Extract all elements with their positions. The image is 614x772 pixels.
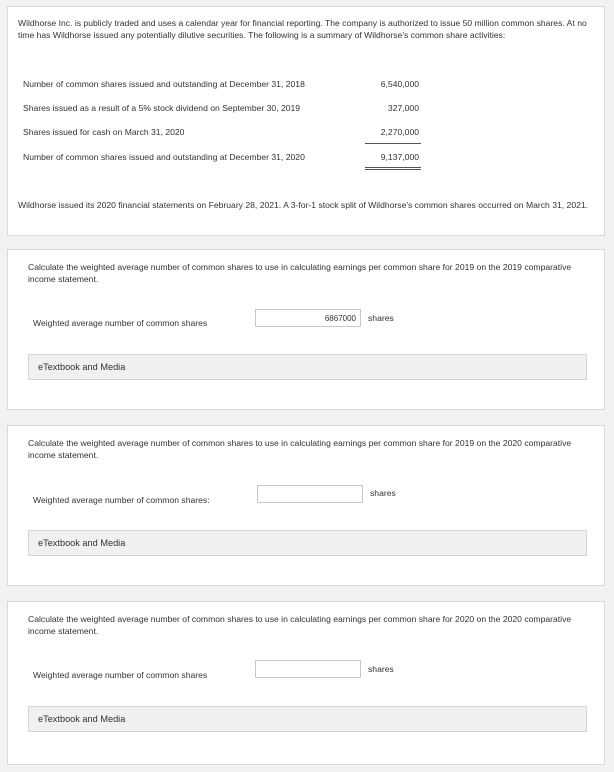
table-row xyxy=(23,150,421,164)
intro-panel xyxy=(7,6,605,236)
question-panel-1 xyxy=(7,249,605,410)
row-label: Number of common shares issued and outstanding at December 31, 2018 xyxy=(23,79,305,89)
weighted-average-input-1[interactable] xyxy=(255,309,361,327)
row-value: 2,270,000 xyxy=(380,127,419,137)
question-panel-2 xyxy=(7,425,605,586)
intro-note: Wildhorse issued its 2020 financial statements on February 28, 2021. A 3-for-1 stock split of Wildhorse's common shares occurred on March 31, 2021. xyxy=(18,200,589,210)
row-value: 9,137,000 xyxy=(380,152,419,162)
etextbook-media-button-1[interactable]: eTextbook and Media xyxy=(28,354,587,380)
row-value: 6,540,000 xyxy=(380,79,419,89)
row-label: Number of common shares issued and outstanding at December 31, 2020 xyxy=(23,152,305,162)
question-text: Calculate the weighted average number of common shares to use in calculating earnings per common share for 2019 on the 2019 comparative income statement. xyxy=(28,262,572,285)
table-row xyxy=(23,77,421,91)
question-panel-3 xyxy=(7,601,605,765)
unit-label: shares xyxy=(368,313,394,323)
intro-paragraph: Wildhorse Inc. is publicly traded and uses a calendar year for financial reporting. The company is authorized to issue 50 million common shares. At no time has Wildhorse issued any potentially dilutive securities. The following is a summary of Wildhorse's common share activities: xyxy=(18,18,587,41)
unit-label: shares xyxy=(368,664,394,674)
row-value: 327,000 xyxy=(387,103,419,113)
etextbook-media-button-2[interactable]: eTextbook and Media xyxy=(28,530,587,556)
field-label: Weighted average number of common shares xyxy=(33,670,208,680)
row-label: Shares issued as a result of a 5% stock dividend on September 30, 2019 xyxy=(23,103,301,113)
total-rule-2 xyxy=(365,169,421,170)
question-text: Calculate the weighted average number of common shares to use in calculating earnings per common share for 2019 on the 2020 comparative income statement. xyxy=(28,438,572,461)
field-label: Weighted average number of common shares xyxy=(33,318,208,328)
row-label: Shares issued for cash on March 31, 2020 xyxy=(23,127,185,137)
question-text: Calculate the weighted average number of common shares to use in calculating earnings per common share for 2020 on the 2020 comparative income statement. xyxy=(28,614,572,637)
table-row xyxy=(23,125,421,139)
table-row xyxy=(23,101,421,115)
etextbook-media-button-3[interactable]: eTextbook and Media xyxy=(28,706,587,732)
total-rule-1 xyxy=(365,167,421,168)
subtotal-rule xyxy=(365,143,421,144)
weighted-average-input-2[interactable] xyxy=(257,485,363,503)
unit-label: shares xyxy=(370,488,396,498)
weighted-average-input-3[interactable] xyxy=(255,660,361,678)
field-label: Weighted average number of common shares: xyxy=(33,495,210,505)
